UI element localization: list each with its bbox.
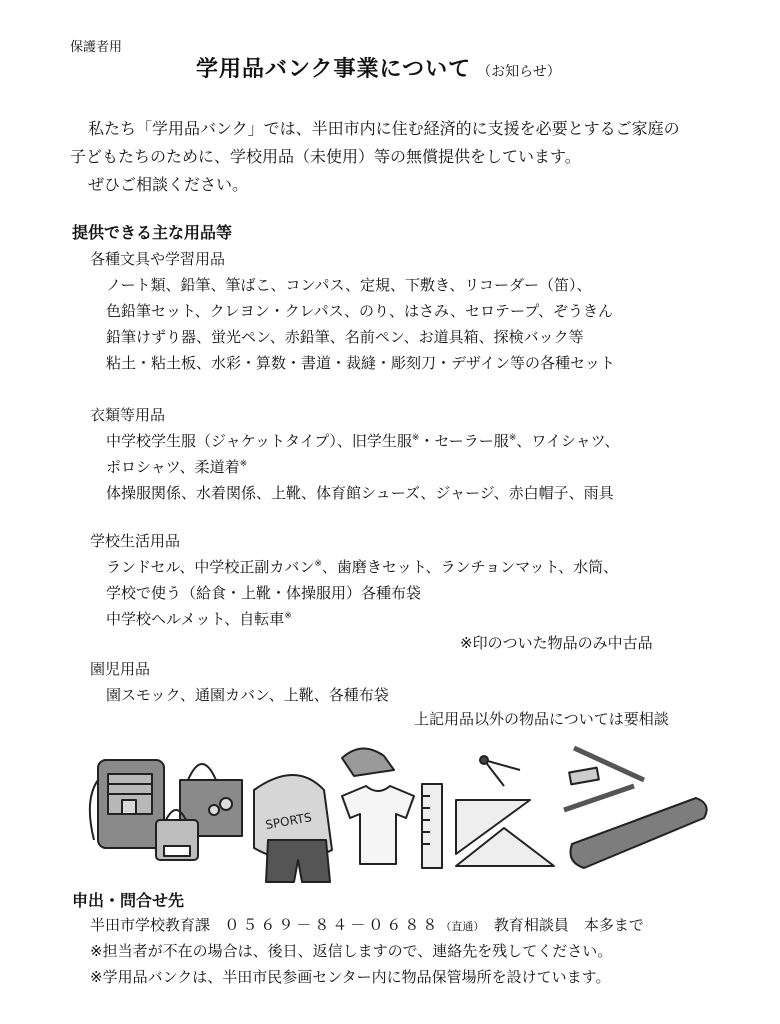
contact-direct: （直通） [440,920,485,933]
shorts-icon [266,840,330,882]
contact-phone: ０５６９－８４－０６８８ [224,916,441,934]
school-life-line-2: 学校で使う（給食・上靴・体操服用）各種布袋 [106,584,422,602]
contact-line [90,914,644,935]
contact-note-1: ※担当者が不在の場合は、後日、返信しますので、連絡先を残してください。 [90,942,613,960]
set-square-icon [456,800,554,866]
stationery-line-1: ノート類、鉛筆、筆ばこ、コンパス、定規、下敷き、リコーダー（笛）、 [106,276,592,294]
audience-label: 保護者用 [70,40,123,55]
contact-note-2: ※学用品バンクは、半田市民参画センター内に物品保管場所を設けています。 [90,968,611,986]
stationery-line-3: 鉛筆けずり器、蛍光ペン、赤鉛筆、名前ペン、お道具箱、探検バック等 [106,328,584,346]
page-title [196,52,561,83]
clothing-line-1: 中学校学生服（ジャケットタイプ）、旧学生服※・セーラー服※、ワイシャツ、 [106,432,620,450]
category-clothing-title: 衣類等用品 [90,406,166,424]
school-backpack-icon [90,760,164,848]
eraser-icon [569,768,599,785]
intro-line-1: 私たち「学用品バンク」では、半田市内に住む経済的に支援を必要とするご家庭の [88,119,680,138]
school-life-line-3: 中学校ヘルメット、自転車※ [106,610,292,628]
cap-icon [342,748,394,776]
other-items-note: 上記用品以外の物品については要相談 [414,710,669,728]
compass-icon [480,756,520,786]
stationery-line-4: 粘土・粘土板、水彩・算数・書道・裁縫・彫刻刀・デザイン等の各種セット [106,354,615,372]
kindergarten-line-1: 園スモック、通園カバン、上靴、各種布袋 [106,686,389,704]
ruler-icon [422,784,442,868]
items-heading: 提供できる主な用品等 [72,223,233,242]
pencil-case-icon [571,798,707,868]
t-shirt-icon [342,786,414,864]
contact-person: 教育相談員 本多まで [493,916,644,934]
contact-office: 半田市学校教育課 [90,916,211,934]
category-stationery-title: 各種文具や学習用品 [90,250,226,268]
title-text: 学用品バンク事業について [196,57,472,82]
contact-heading: 申出・問合せ先 [72,891,185,910]
clothing-line-3: 体操服関係、水着関係、上靴、体育館シューズ、ジャージ、赤白帽子、雨具 [106,484,614,502]
used-items-note: ※印のついた物品のみ中古品 [460,634,653,652]
category-kindergarten-title: 園児用品 [90,660,151,678]
title-note: （お知らせ） [477,64,561,80]
school-supplies-illustration [84,740,724,890]
school-life-line-1: ランドセル、中学校正副カバン※、歯磨きセット、ランチョンマット、水筒、 [106,558,619,576]
stationery-line-2: 色鉛筆セット、クレヨン・クレパス、のり、はさみ、セロテープ、ぞうきん [106,302,614,320]
category-school-life-title: 学校生活用品 [90,532,181,550]
intro-line-2: 子どもたちのために、学校用品（未使用）等の無償提供をしています。 [70,147,581,166]
intro-line-3: ぜひご相談ください。 [88,175,249,194]
clothing-line-2: ポロシャツ、柔道着※ [106,458,248,476]
sports-bag-label: SPORTS [264,810,313,833]
